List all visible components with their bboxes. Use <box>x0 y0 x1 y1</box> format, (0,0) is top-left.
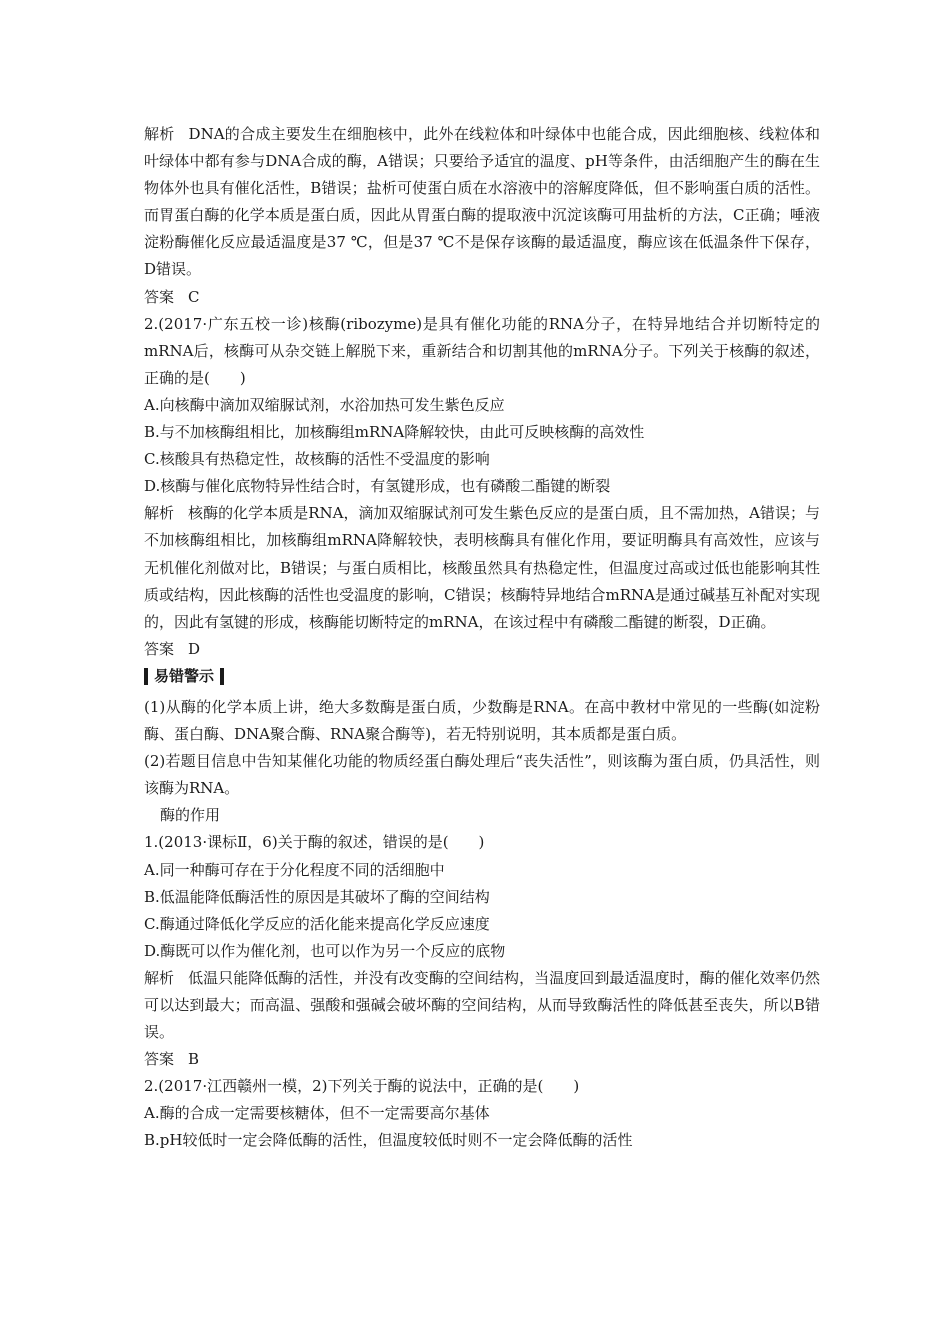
question-stem: 2.(2017·江西赣州一模，2)下列关于酶的说法中，正确的是( ) <box>144 1077 580 1096</box>
option-a: A.酶的合成一定需要核糖体，但不一定需要高尔基体 <box>144 1104 490 1123</box>
option-b: B.pH较低时一定会降低酶的活性，但温度较低时则不一定会降低酶的活性 <box>144 1131 633 1150</box>
answer-label: 答案 <box>144 1050 175 1069</box>
analysis-label: 解析 <box>144 125 175 143</box>
analysis-text: DNA的合成主要发生在细胞核中，此外在线粒体和叶绿体中也能合成，因此细胞核、线粒体和叶绿体中都有参与DNA合成的酶，A错误；只要给予适宜的温度、pH等条件，由活细胞产生的酶在生物体外也具有催化活性，B错误；盐析可使蛋白质在水溶液中的溶解度降低，但不影响蛋白质的活性。而胃蛋白酶的化学本质是蛋白质，因此从胃蛋白酶的提取液中沉淀该酶可用盐析的方法，C正确；唾液淀粉酶催化反应最适温度是37 ℃，但是37 ℃不是保存该酶的最适温度，酶应该在低温条件下保存，D错误。 <box>144 125 820 279</box>
answer-line <box>144 636 820 663</box>
question-stem: 2.(2017·广东五校一诊)核酶(ribozyme)是具有催化功能的RNA分子，在特异地结合并切断特定的mRNA后，核酶可从杂交链上解脱下来，重新结合和切割其他的mRNA分子。下列关于核酶的叙述，正确的是( ) <box>144 314 820 387</box>
answer-line <box>144 284 820 311</box>
document-page <box>144 121 820 1155</box>
answer-value: B <box>188 1050 200 1069</box>
option-a: A.向核酶中滴加双缩脲试剂，水浴加热可发生紫色反应 <box>144 395 505 414</box>
answer-value: D <box>188 639 201 658</box>
question-stem: 1.(2013·课标Ⅱ，6)关于酶的叙述，错误的是( ) <box>144 833 485 852</box>
option-c: C.核酸具有热稳定性，故核酶的活性不受温度的影响 <box>144 450 490 469</box>
analysis-label: 解析 <box>144 968 175 987</box>
answer-label: 答案 <box>144 639 175 658</box>
heading-bar-right <box>220 668 224 685</box>
option-c: C.酶通过降低化学反应的活化能来提高化学反应速度 <box>144 914 490 933</box>
option-a: A.同一种酶可存在于分化程度不同的活细胞中 <box>144 860 445 879</box>
answer-value: C <box>188 287 200 306</box>
option-b: B.低温能降低酶活性的原因是其破坏了酶的空间结构 <box>144 887 490 906</box>
warning-item-1: (1)从酶的化学本质上讲，绝大多数酶是蛋白质，少数酶是RNA。在高中教材中常见的一些酶(如淀粉酶、蛋白酶、DNA聚合酶、RNA聚合酶等)，若无特别说明，其本质都是蛋白质。 <box>144 697 820 744</box>
analysis-text: 低温只能降低酶的活性，并没有改变酶的空间结构，当温度回到最适温度时，酶的催化效率仍然可以达到最大；而高温、强酸和强碱会破坏酶的空间结构，从而导致酶活性的降低甚至丧失，所以B错误。 <box>144 968 820 1042</box>
analysis-paragraph <box>144 965 820 1046</box>
option-b: B.与不加核酶组相比，加核酶组mRNA降解较快，由此可反映核酶的高效性 <box>144 423 645 442</box>
warning-title: 易错警示 <box>154 666 215 685</box>
answer-line <box>144 1046 820 1073</box>
analysis-paragraph <box>144 500 820 635</box>
analysis-label: 解析 <box>144 504 175 523</box>
warning-item-2: (2)若题目信息中告知某催化功能的物质经蛋白酶处理后“丧失活性”，则该酶为蛋白质，仍具活性，则该酶为RNA。 <box>144 752 820 798</box>
analysis-text: 核酶的化学本质是RNA，滴加双缩脲试剂可发生紫色反应的是蛋白质，且不需加热，A错误；与不加核酶组相比，加核酶组mRNA降解较快，表明核酶具有催化作用，要证明酶具有高效性，应该与无机催化剂做对比，B错误；与蛋白质相比，核酸虽然具有热稳定性，但温度过高或过低也能影响其性质或结构，因此核酶的活性也受温度的影响，C错误；核酶特异地结合mRNA是通过碱基互补配对实现的，因此有氢键的形成，核酶能切断特定的mRNA，在该过程中有磷酸二酯键的断裂，D正确。 <box>144 504 820 631</box>
answer-label: 答案 <box>144 287 175 306</box>
warning-heading <box>144 665 224 688</box>
option-d: D.酶既可以作为催化剂，也可以作为另一个反应的底物 <box>144 941 506 960</box>
section-title: 酶的作用 <box>160 806 221 825</box>
option-d: D.核酶与催化底物特异性结合时，有氢键形成，也有磷酸二酯键的断裂 <box>144 477 611 496</box>
analysis-paragraph <box>144 121 820 284</box>
